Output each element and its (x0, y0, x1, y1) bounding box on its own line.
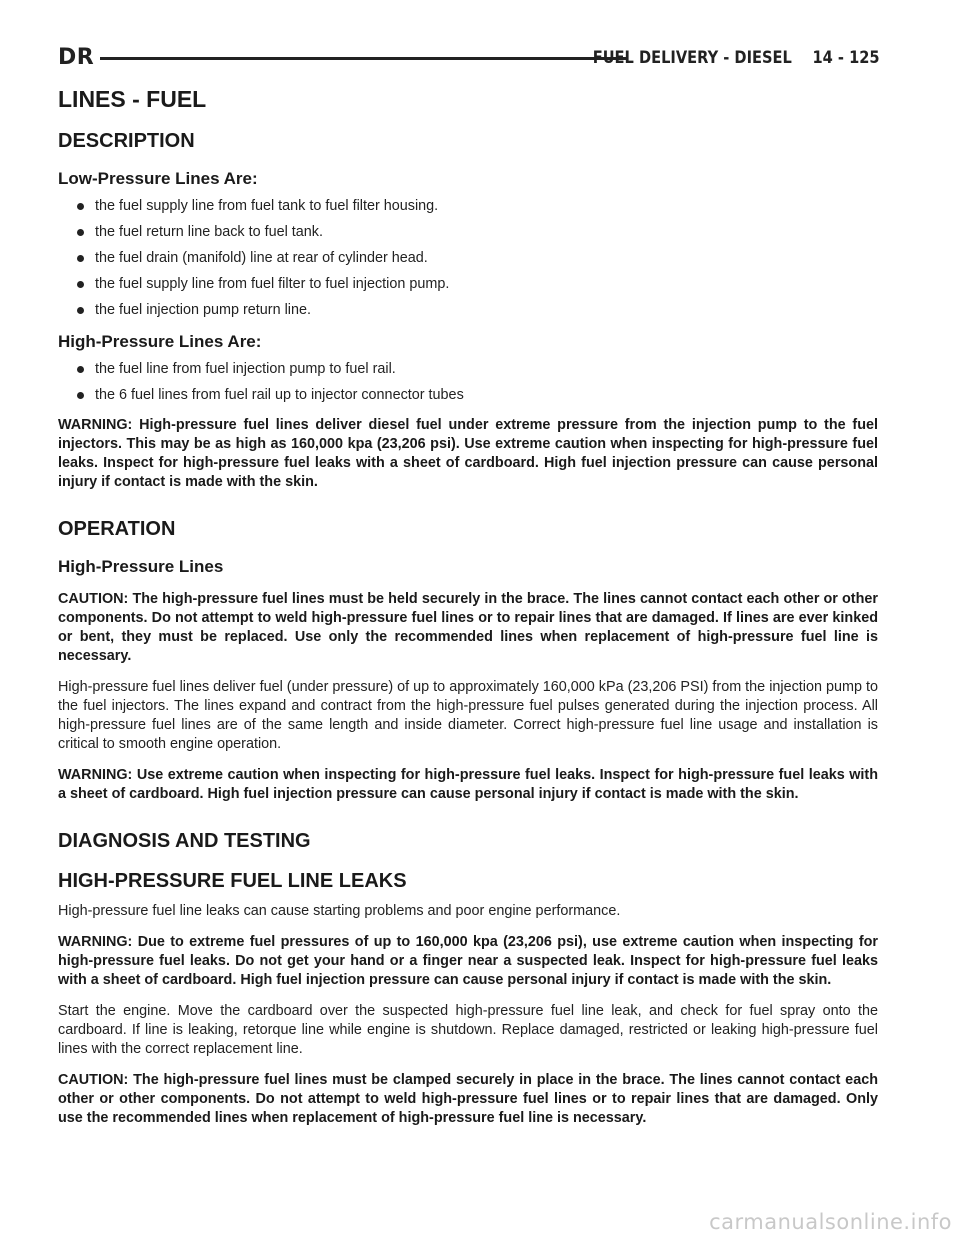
list-item (58, 224, 878, 241)
bullet-icon (77, 392, 84, 399)
list-item-text: the 6 fuel lines from fuel rail up to injector connector tubes (95, 387, 464, 403)
site-watermark: carmanualsonline.info (709, 1210, 952, 1234)
description-heading: DESCRIPTION (58, 130, 195, 152)
spacer (58, 816, 878, 828)
operation-subheading: High-Pressure Lines (58, 557, 224, 576)
list-item (58, 276, 878, 293)
diagnosis-subheading: HIGH-PRESSURE FUEL LINE LEAKS (58, 870, 407, 892)
list-item-text: the fuel supply line from fuel filter to fuel injection pump. (95, 276, 450, 292)
diagnosis-heading: DIAGNOSIS AND TESTING (58, 830, 311, 852)
list-item-text: the fuel drain (manifold) line at rear of cylinder head. (95, 250, 428, 266)
page-content (58, 84, 878, 1140)
list-item (58, 198, 878, 215)
page-title: LINES - FUEL (58, 86, 207, 112)
spacer (58, 504, 878, 516)
bullet-icon (77, 281, 84, 288)
header-model-code: DR (58, 45, 95, 70)
high-pressure-heading: High-Pressure Lines Are: (58, 332, 262, 351)
list-item (58, 361, 878, 378)
operation-body: High-pressure fuel lines deliver fuel (under pressure) of up to approximately 160,000 kPa (23,206 PSI) from the injection pump to the fuel injectors. The lines expand and contract from the high-pressure fuel pulses generated during the injection process. All high-pressure fuel lines are of the same length and inside diameter. Correct high-pressure fuel line usage and installation is critical to smooth engine operation. (58, 679, 878, 752)
list-item-text: the fuel line from fuel injection pump to fuel rail. (95, 361, 396, 377)
diagnosis-intro: High-pressure fuel line leaks can cause starting problems and poor engine performance. (58, 903, 621, 919)
list-item-text: the fuel supply line from fuel tank to fuel filter housing. (95, 198, 439, 214)
low-pressure-list (58, 198, 878, 319)
operation-warning: WARNING: Use extreme caution when inspecting for high-pressure fuel leaks. Inspect for high-pressure fuel leaks with a sheet of cardboard. High fuel injection pressure can cause personal injury if contact is made with the skin. (58, 767, 878, 802)
list-item (58, 302, 878, 319)
bullet-icon (77, 366, 84, 373)
bullet-icon (77, 229, 84, 236)
diagnosis-body: Start the engine. Move the cardboard over the suspected high-pressure fuel line leak, and check for fuel spray onto the cardboard. If line is leaking, retorque line while engine is shutdown. Replace damaged, restricted or leaking high-pressure fuel lines with the correct replacement line. (58, 1003, 878, 1057)
list-item (58, 387, 878, 404)
operation-caution: CAUTION: The high-pressure fuel lines must be held securely in the brace. The lines cannot contact each other or other components. Do not attempt to weld high-pressure fuel lines or to repair lines that are damaged. If lines are ever kinked or bent, they must be replaced. Use only the recommended lines when replacement of high-pressure fuel line is necessary. (58, 591, 878, 664)
list-item-text: the fuel injection pump return line. (95, 302, 311, 318)
high-pressure-list (58, 361, 878, 404)
list-item (58, 250, 878, 267)
low-pressure-heading: Low-Pressure Lines Are: (58, 169, 258, 188)
description-warning: WARNING: High-pressure fuel lines deliver diesel fuel under extreme pressure from the injection pump to the fuel injectors. This may be as high as 160,000 kpa (23,206 psi). Use extreme caution when inspecting for high-pressure fuel leaks. Inspect for high-pressure fuel leaks with a sheet of cardboard. High fuel injection pressure can cause personal injury if contact is made with the skin. (58, 417, 878, 490)
header-rule (100, 57, 628, 60)
header-page-number: 14 - 125 (812, 48, 880, 68)
diagnosis-warning: WARNING: Due to extreme fuel pressures of up to 160,000 kpa (23,206 psi), use extreme caution when inspecting for high-pressure fuel leaks. Do not get your hand or a finger near a suspected leak. Inspect for high-pressure fuel leaks with a sheet of cardboard. High fuel injection pressure can cause personal injury if contact is made with the skin. (58, 934, 878, 988)
header-section-title: FUEL DELIVERY - DIESEL (593, 48, 793, 68)
bullet-icon (77, 203, 84, 210)
page-header (58, 44, 880, 72)
diagnosis-caution: CAUTION: The high-pressure fuel lines must be clamped securely in place in the brace. The lines cannot contact each other or other components. Do not attempt to weld high-pressure fuel lines or to repair lines that are damaged. Only use the recommended lines when replacement of high-pressure fuel line is necessary. (58, 1072, 878, 1126)
operation-heading: OPERATION (58, 518, 176, 540)
list-item-text: the fuel return line back to fuel tank. (95, 224, 323, 240)
header-section-info (593, 44, 880, 72)
bullet-icon (77, 255, 84, 262)
bullet-icon (77, 307, 84, 314)
